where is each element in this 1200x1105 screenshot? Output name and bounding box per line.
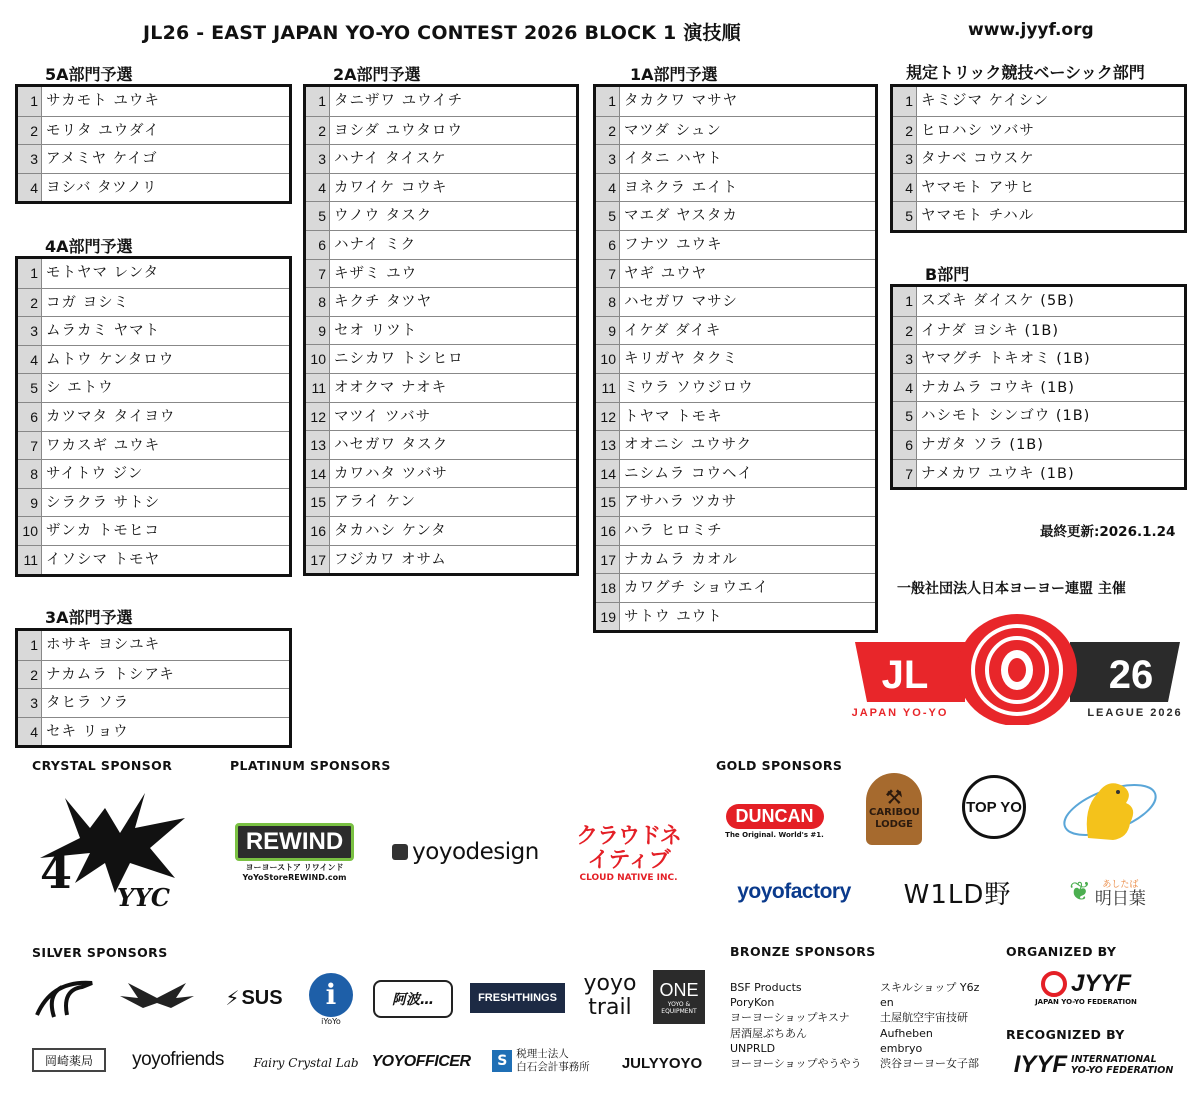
- entry-number: 5: [596, 202, 620, 230]
- logo-jl-text: JL: [881, 653, 929, 697]
- ashitaba-logo: ❦ あしたば 明日葉: [1069, 877, 1146, 909]
- table-row: [18, 516, 289, 545]
- section-title-4a: 4A部門予選: [45, 237, 133, 256]
- table-row: [306, 430, 576, 459]
- entry-name: アサハラ ツカサ: [624, 494, 738, 511]
- entry-name: サトウ ユウト: [624, 608, 723, 625]
- cloud-native-logo: クラウドネイティブ CLOUD NATIVE INC.: [576, 824, 681, 883]
- okazaki-pharmacy-logo: 岡崎薬局: [32, 1048, 106, 1072]
- entry-number: 2: [893, 317, 917, 345]
- yoyodesign-logo: yoyodesign: [388, 835, 543, 869]
- organized-by-heading: ORGANIZED BY: [1006, 944, 1117, 959]
- table-row: [306, 144, 576, 173]
- entry-number: 2: [18, 289, 42, 317]
- table-row: [306, 373, 576, 402]
- entry-name: ワカスギ ユウキ: [46, 437, 161, 454]
- table-row: [596, 459, 875, 488]
- dinosaur-mascot-logo: [1058, 768, 1163, 848]
- entry-name: アライ ケン: [334, 494, 416, 511]
- entry-name: マツダ シュン: [624, 122, 722, 139]
- entry-name: コガ ヨシミ: [46, 294, 130, 311]
- entry-number: 4: [18, 346, 42, 374]
- entry-name: ヤギ ユウヤ: [624, 265, 708, 282]
- table-row: [893, 173, 1184, 202]
- entry-name: モトヤマ レンタ: [46, 265, 160, 281]
- table-1a: [593, 84, 878, 633]
- entry-name: フジカワ オサム: [334, 551, 447, 568]
- entry-name: サイトウ ジン: [46, 466, 144, 483]
- table-5a: [15, 84, 292, 204]
- entry-name: マツイ ツバサ: [334, 408, 432, 425]
- table-row: [893, 116, 1184, 145]
- table-row: [596, 402, 875, 431]
- entry-name: ハラ ヒロミチ: [624, 522, 723, 539]
- yoyofficer-logo: YOYOFFICER: [371, 1053, 471, 1070]
- entry-number: 4: [893, 174, 917, 202]
- entry-name: セオ リツト: [334, 322, 418, 339]
- entry-number: 6: [306, 231, 330, 259]
- entry-number: 16: [596, 517, 620, 545]
- entry-name: キミジマ ケイシン: [921, 93, 1050, 109]
- table-row: [893, 401, 1184, 430]
- entry-number: 9: [596, 317, 620, 345]
- entry-name: タヒラ ソラ: [46, 695, 130, 712]
- svg-text:YYC: YYC: [117, 883, 170, 912]
- entry-number: 2: [306, 117, 330, 145]
- wings-logo: [118, 978, 196, 1018]
- entry-name: ハシモト シンゴウ (1B): [921, 408, 1091, 425]
- table-row: [893, 344, 1184, 373]
- entry-number: 2: [18, 117, 42, 145]
- entry-name: ミウラ ソウジロウ: [624, 379, 754, 396]
- bronze-sponsor-name: 渋谷ヨーヨー女子部: [880, 1057, 979, 1071]
- entry-name: キザミ ユウ: [334, 265, 418, 282]
- table-row: [306, 545, 576, 574]
- entry-name: イナダ ヨシキ (1B): [921, 322, 1059, 339]
- entry-name: イソシマ トモヤ: [46, 551, 161, 568]
- svg-text:4: 4: [40, 845, 73, 899]
- table-row: [596, 287, 875, 316]
- website-link[interactable]: www.jyyf.org: [968, 20, 1094, 40]
- entry-number: 12: [596, 403, 620, 431]
- entry-name: カツマタ タイヨウ: [46, 408, 176, 425]
- entry-number: 12: [306, 403, 330, 431]
- logo-26-text: 26: [1108, 653, 1154, 697]
- entry-name: ザンカ トモヒコ: [46, 523, 160, 540]
- table-row: [893, 316, 1184, 345]
- entry-name: アメミヤ ケイゴ: [46, 151, 158, 168]
- table-2a: [303, 84, 579, 576]
- table-row: [306, 116, 576, 145]
- entry-number: 5: [893, 402, 917, 430]
- entry-number: 2: [596, 117, 620, 145]
- entry-name: ムトウ ケンタロウ: [46, 351, 175, 368]
- yyc-logo: [35, 788, 200, 913]
- entry-name: ナメカワ ユウキ (1B): [921, 465, 1075, 482]
- entry-name: ヤマモト アサヒ: [921, 179, 1036, 196]
- table-row: [306, 87, 576, 116]
- table-row: [18, 116, 289, 145]
- entry-number: 9: [18, 489, 42, 517]
- entry-number: 7: [596, 260, 620, 288]
- table-row: [18, 431, 289, 460]
- table-3a: [15, 628, 292, 748]
- bronze-sponsor-name: UNPRLD: [730, 1041, 776, 1055]
- logo-right-caption: LEAGUE 2026: [1087, 707, 1183, 719]
- table-row: [18, 345, 289, 374]
- entry-name: ウノウ タスク: [334, 208, 433, 225]
- table-basic: [890, 84, 1187, 233]
- sus-logo: ⚡ SUS: [225, 986, 283, 1010]
- entry-number: 15: [596, 488, 620, 516]
- topyo-logo: TOP YO: [962, 775, 1026, 839]
- bronze-sponsor-name: en: [880, 996, 894, 1010]
- entry-name: ヨネクラ エイト: [624, 179, 739, 196]
- entry-number: 8: [596, 288, 620, 316]
- table-row: [18, 545, 289, 574]
- entry-number: 1: [18, 259, 42, 288]
- iyoyo-logo: i iYoYo: [307, 968, 355, 1030]
- entry-number: 2: [18, 661, 42, 689]
- yoyofactory-logo: yoyofactory: [737, 880, 851, 903]
- table-row: [596, 545, 875, 574]
- table-row: [893, 373, 1184, 402]
- entry-name: タカクワ マサヤ: [624, 93, 739, 109]
- entry-name: スズキ ダイスケ (5B): [921, 293, 1075, 309]
- entry-name: フナツ ユウキ: [624, 236, 723, 253]
- entry-name: ムラカミ ヤマト: [46, 323, 161, 340]
- entry-number: 3: [596, 145, 620, 173]
- iyyf-logo: IYYF INTERNATIONAL YO-YO FEDERATION: [1013, 1051, 1174, 1078]
- table-row: [18, 402, 289, 431]
- entry-number: 13: [306, 431, 330, 459]
- entry-name: タナベ コウスケ: [921, 151, 1035, 168]
- entry-name: イケダ ダイキ: [624, 322, 722, 339]
- table-row: [18, 688, 289, 717]
- bronze-sponsor-name: BSF Products: [730, 981, 802, 994]
- entry-number: 13: [596, 431, 620, 459]
- entry-number: 3: [893, 145, 917, 173]
- table-row: [596, 487, 875, 516]
- table-row: [18, 660, 289, 689]
- entry-name: タカハシ ケンタ: [334, 522, 447, 539]
- table-row: [893, 144, 1184, 173]
- table-4a: [15, 256, 292, 577]
- logo-left-caption: JAPAN YO-YO: [851, 707, 949, 719]
- bronze-sponsor-name: ヨーヨーショップやうやう: [730, 1057, 862, 1071]
- entry-name: ハセガワ マサシ: [624, 294, 738, 311]
- section-title-2a: 2A部門予選: [333, 65, 421, 84]
- table-row: [596, 373, 875, 402]
- table-row: [18, 316, 289, 345]
- recognized-by-heading: RECOGNIZED BY: [1006, 1027, 1125, 1042]
- entry-number: 16: [306, 517, 330, 545]
- last-updated: 最終更新:2026.1.24: [1040, 524, 1176, 540]
- table-row: [306, 230, 576, 259]
- table-row: [596, 201, 875, 230]
- bronze-sponsor-name: embryo: [880, 1041, 923, 1055]
- bronze-sponsor-name: ヨーヨーショップキスナ: [730, 1011, 850, 1025]
- entry-name: ハナイ タイスケ: [334, 151, 447, 168]
- entry-name: ナカムラ トシアキ: [46, 666, 175, 683]
- shiraishi-accounting-logo: S 税理士法人 白石会計事務所: [482, 1044, 600, 1078]
- entry-number: 18: [596, 574, 620, 602]
- entry-name: ヤマグチ トキオミ (1B): [921, 351, 1091, 368]
- entry-number: 6: [596, 231, 620, 259]
- freshthings-logo: FRESHTHINGS: [470, 983, 565, 1013]
- table-row: [596, 602, 875, 631]
- table-row: [596, 259, 875, 288]
- entry-number: 6: [893, 431, 917, 459]
- table-row: [306, 459, 576, 488]
- yoyotrail-logo: yoyo trail: [583, 971, 637, 1020]
- bronze-sponsor-list-2: [880, 980, 979, 1071]
- rewind-logo: REWIND ヨーヨーストア リワインド YoYoStoreREWIND.com: [232, 825, 357, 880]
- table-row: [18, 259, 289, 288]
- entry-number: 10: [306, 345, 330, 373]
- entry-name: ナカムラ コウキ (1B): [921, 379, 1075, 396]
- entry-number: 4: [893, 374, 917, 402]
- entry-name: ホサキ ヨシユキ: [46, 637, 161, 653]
- organizer-text: 一般社団法人日本ヨーヨー連盟 主催: [897, 581, 1126, 597]
- one-yoyo-logo: ONE YOYO & EQUIPMENT: [653, 970, 705, 1024]
- entry-number: 7: [306, 260, 330, 288]
- table-row: [18, 631, 289, 660]
- table-row: [596, 87, 875, 116]
- entry-number: 10: [596, 345, 620, 373]
- table-row: [596, 144, 875, 173]
- table-row: [596, 516, 875, 545]
- entry-number: 1: [306, 87, 330, 116]
- jyyf-logo: JYYF JAPAN YO-YO FEDERATION: [1035, 970, 1137, 1006]
- entry-name: キクチ タツヤ: [334, 294, 433, 311]
- entry-number: 4: [18, 174, 42, 202]
- jt-logo: [32, 975, 102, 1023]
- section-title-1a: 1A部門予選: [630, 65, 718, 84]
- entry-number: 4: [596, 174, 620, 202]
- entry-number: 3: [18, 145, 42, 173]
- table-row: [893, 459, 1184, 488]
- entry-number: 5: [893, 202, 917, 230]
- entry-name: カワハタ ツバサ: [334, 465, 448, 482]
- entry-name: カワイケ コウキ: [334, 179, 448, 196]
- table-row: [596, 230, 875, 259]
- bronze-sponsor-name: スキルショップ Y6z: [880, 981, 980, 994]
- table-row: [18, 288, 289, 317]
- entry-number: 7: [18, 432, 42, 460]
- entry-name: ヨシバ タツノリ: [46, 179, 158, 196]
- entry-number: 19: [596, 603, 620, 631]
- entry-number: 9: [306, 317, 330, 345]
- bronze-sponsor-name: PoryKon: [730, 996, 775, 1010]
- entry-name: ナガタ ソラ (1B): [921, 436, 1044, 453]
- duncan-logo: DUNCAN The Original. World's #1.: [725, 805, 824, 839]
- section-title-basic: 規定トリック競技ベーシック部門: [906, 63, 1145, 82]
- bronze-sponsor-list-1: [730, 980, 862, 1071]
- table-row: [306, 487, 576, 516]
- table-row: [596, 173, 875, 202]
- entry-number: 1: [18, 631, 42, 660]
- table-row: [306, 316, 576, 345]
- entry-name: ハセガワ タスク: [334, 437, 449, 454]
- entry-name: キリガヤ タクミ: [624, 351, 738, 368]
- entry-name: モリタ ユウダイ: [46, 122, 160, 139]
- entry-number: 11: [306, 374, 330, 402]
- entry-number: 8: [306, 288, 330, 316]
- entry-name: ニシムラ コウヘイ: [624, 465, 754, 482]
- entry-number: 1: [596, 87, 620, 116]
- entry-number: 5: [306, 202, 330, 230]
- entry-number: 4: [306, 174, 330, 202]
- fairy-crystal-lab-logo: Fairy Crystal Lab: [253, 1056, 359, 1070]
- jl26-logo: [845, 610, 1190, 725]
- table-row: [596, 116, 875, 145]
- entry-number: 15: [306, 488, 330, 516]
- section-title-b: B部門: [925, 265, 970, 284]
- entry-name: サカモト ユウキ: [46, 93, 160, 109]
- entry-name: シ エトウ: [46, 380, 114, 397]
- table-row: [18, 488, 289, 517]
- table-row: [306, 259, 576, 288]
- entry-number: 8: [18, 460, 42, 488]
- table-row: [306, 287, 576, 316]
- table-row: [893, 87, 1184, 116]
- entry-name: マエダ ヤスタカ: [624, 208, 738, 225]
- silver-sponsor-heading: SILVER SPONSORS: [32, 945, 168, 960]
- entry-name: イタニ ハヤト: [624, 151, 723, 168]
- wild-logo: W1LD野: [903, 879, 1012, 910]
- entry-name: ヨシダ ユウタロウ: [334, 122, 463, 139]
- entry-name: カワグチ ショウエイ: [624, 580, 769, 597]
- table-row: [306, 516, 576, 545]
- entry-name: セキ リョウ: [46, 723, 129, 740]
- yoyofriends-logo: yoyofriends: [132, 1049, 224, 1070]
- table-row: [18, 373, 289, 402]
- table-row: [306, 173, 576, 202]
- platinum-sponsor-heading: PLATINUM SPONSORS: [230, 758, 391, 773]
- bronze-sponsor-name: Aufheben: [880, 1026, 933, 1040]
- entry-number: 7: [893, 460, 917, 488]
- table-row: [596, 344, 875, 373]
- section-title-3a: 3A部門予選: [45, 608, 133, 627]
- page-title: JL26 - EAST JAPAN YO-YO CONTEST 2026 BLOCK 1 演技順: [143, 22, 741, 44]
- gold-sponsor-heading: GOLD SPONSORS: [716, 758, 843, 773]
- entry-number: 3: [893, 345, 917, 373]
- bronze-sponsor-name: 居酒屋ぶちあん: [730, 1026, 807, 1040]
- table-row: [18, 459, 289, 488]
- table-row: [893, 201, 1184, 230]
- table-b: [890, 284, 1187, 490]
- bronze-sponsor-name: 土屋航空宇宙技研: [880, 1011, 968, 1025]
- entry-number: 11: [18, 546, 42, 574]
- table-row: [18, 144, 289, 173]
- table-row: [596, 316, 875, 345]
- entry-name: ニシカワ トシヒロ: [334, 351, 464, 368]
- table-row: [306, 402, 576, 431]
- entry-number: 6: [18, 403, 42, 431]
- table-row: [18, 173, 289, 202]
- entry-number: 14: [306, 460, 330, 488]
- entry-number: 14: [596, 460, 620, 488]
- entry-number: 10: [18, 517, 42, 545]
- section-title-5a: 5A部門予選: [45, 65, 133, 84]
- entry-name: ハナイ ミク: [334, 236, 417, 253]
- entry-name: オオクマ ナオキ: [334, 379, 448, 396]
- table-row: [18, 717, 289, 746]
- table-row: [306, 344, 576, 373]
- table-row: [893, 430, 1184, 459]
- entry-name: ヒロハシ ツバサ: [921, 122, 1035, 139]
- bronze-sponsor-heading: BRONZE SPONSORS: [730, 944, 876, 959]
- entry-name: オオニシ ユウサク: [624, 437, 753, 454]
- entry-name: ヤマモト チハル: [921, 208, 1035, 225]
- entry-name: シラクラ サトシ: [46, 494, 161, 511]
- entry-name: トヤマ トモキ: [624, 408, 723, 425]
- table-row: [893, 287, 1184, 316]
- entry-number: 17: [596, 546, 620, 574]
- entry-number: 17: [306, 546, 330, 574]
- entry-number: 3: [18, 689, 42, 717]
- julyyoyo-logo: JULYYOYO: [621, 1054, 703, 1072]
- entry-number: 2: [893, 117, 917, 145]
- table-row: [18, 87, 289, 116]
- entry-name: タニザワ ユウイチ: [334, 93, 464, 109]
- entry-number: 11: [596, 374, 620, 402]
- entry-number: 1: [18, 87, 42, 116]
- table-row: [596, 573, 875, 602]
- crystal-sponsor-heading: CRYSTAL SPONSOR: [32, 758, 173, 773]
- entry-number: 1: [893, 87, 917, 116]
- entry-name: ナカムラ カオル: [624, 551, 738, 568]
- caribou-lodge-logo: ⚒ CARIBOU LODGE: [866, 773, 922, 845]
- entry-number: 4: [18, 718, 42, 746]
- table-row: [596, 430, 875, 459]
- jp-yoyo-logo: 阿波…: [373, 980, 453, 1018]
- entry-number: 1: [893, 287, 917, 316]
- table-row: [306, 201, 576, 230]
- entry-number: 3: [306, 145, 330, 173]
- entry-number: 5: [18, 374, 42, 402]
- entry-number: 3: [18, 317, 42, 345]
